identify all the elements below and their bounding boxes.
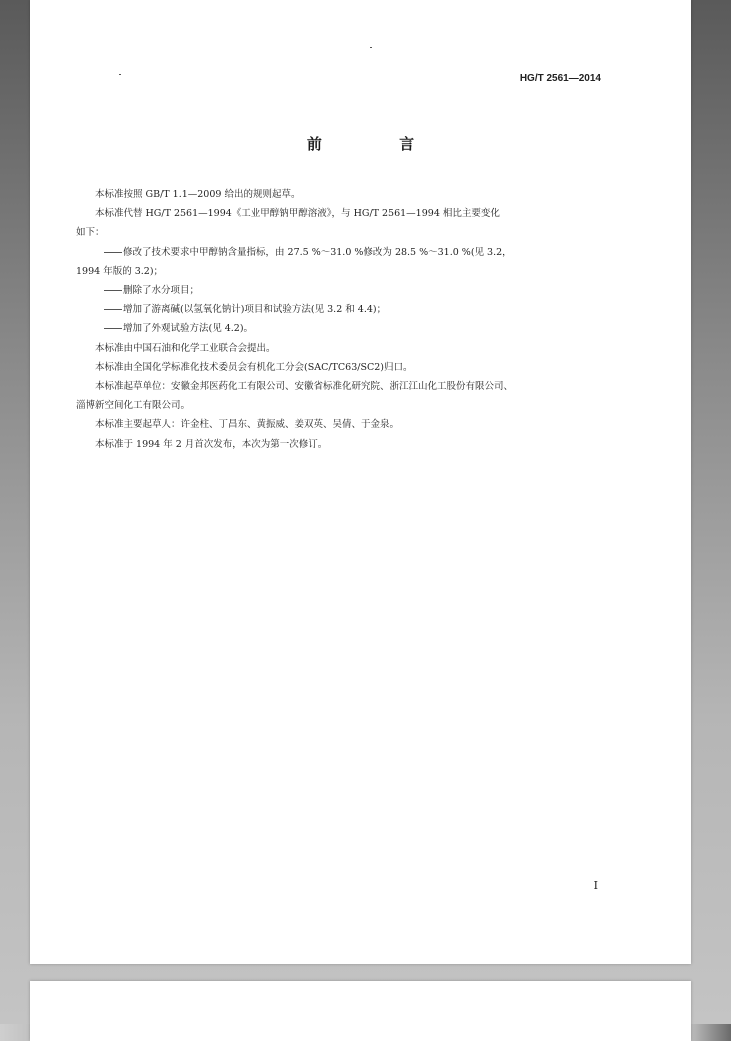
dash-mark bbox=[104, 328, 122, 329]
dash-mark bbox=[104, 290, 122, 291]
paragraph: 本标准起草单位：安徽金邦医药化工有限公司、安徽省标准化研究院、浙江江山化工股份有限公司、 bbox=[95, 381, 514, 393]
standard-code: HG/T 2561—2014 bbox=[519, 73, 601, 84]
change-item bbox=[76, 281, 636, 300]
paragraph: 本标准由中国石油和化学工业联合会提出。 bbox=[95, 342, 276, 354]
dash-mark bbox=[104, 252, 122, 253]
change-item-text: 增加了外观试验方法(见 4.2)。 bbox=[123, 323, 254, 335]
change-item-text: 删除了水分项目； bbox=[123, 285, 200, 297]
change-item-text: 增加了游离碱(以氢氧化钠计)项目和试验方法(见 3.2 和 4.4)； bbox=[123, 304, 387, 316]
paragraph: 本标准由全国化学标准化技术委员会有机化工分会(SAC/TC63/SC2)归口。 bbox=[95, 361, 413, 373]
document-page bbox=[30, 0, 691, 964]
page-number: I bbox=[593, 879, 598, 892]
paragraph: 本标准代替 HG/T 2561—1994《工业甲醇钠甲醇溶液》，与 HG/T 2561—1994 相比主要变化 bbox=[95, 208, 500, 220]
change-item bbox=[76, 243, 636, 262]
paragraph: 淄博新空间化工有限公司。 bbox=[76, 400, 191, 412]
paragraph: 如下： bbox=[76, 227, 105, 239]
page-title: 前 言 bbox=[306, 135, 451, 153]
paragraph: 本标准主要起草人：许金柱、丁昌东、黄振威、姜双英、吴倩、于金泉。 bbox=[95, 419, 400, 431]
scan-speck bbox=[119, 74, 121, 75]
dash-mark bbox=[104, 309, 122, 310]
paragraph: 本标准于 1994 年 2 月首次发布，本次为第一次修订。 bbox=[95, 438, 328, 450]
paragraph: 本标准按照 GB/T 1.1—2009 给出的规则起草。 bbox=[95, 189, 301, 200]
change-item bbox=[76, 300, 636, 319]
change-item-text: 修改了技术要求中甲醇钠含量指标，由 27.5 %～31.0 %修改为 28.5 %～31.0 %(见 3.2， bbox=[123, 246, 512, 258]
scan-speck bbox=[370, 47, 372, 48]
change-item bbox=[76, 319, 636, 338]
foreword-body bbox=[76, 185, 636, 454]
paragraph: 1994 年版的 3.2)； bbox=[76, 265, 164, 277]
next-document-page bbox=[30, 981, 691, 1041]
